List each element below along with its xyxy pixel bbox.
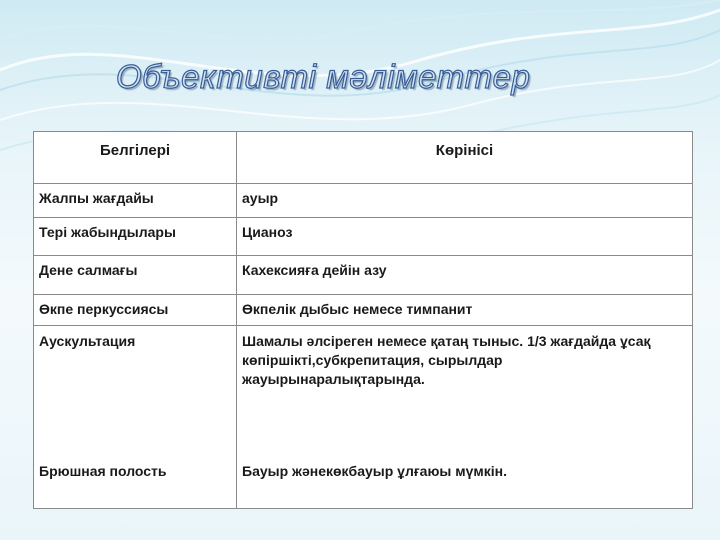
table-row bbox=[34, 184, 693, 218]
cell-view-stack bbox=[237, 326, 693, 509]
table-row bbox=[34, 326, 693, 509]
table-header-row bbox=[34, 132, 693, 184]
cell-view: Кахексияға дейін азу bbox=[237, 256, 693, 295]
header-appearance: Көрінісі bbox=[237, 132, 693, 184]
cell-sign: Аускультация bbox=[39, 333, 136, 349]
cell-sign: Дене салмағы bbox=[34, 256, 237, 295]
cell-sign: Тері жабындылары bbox=[34, 218, 237, 256]
cell-sign: Өкпе перкуссиясы bbox=[34, 295, 237, 326]
findings-table bbox=[33, 131, 693, 509]
cell-view: Цианоз bbox=[237, 218, 693, 256]
table-row bbox=[34, 256, 693, 295]
table-row bbox=[34, 295, 693, 326]
slide-title: Объективті мәліметтер bbox=[116, 58, 531, 95]
table-row bbox=[34, 218, 693, 256]
cell-view: Бауыр жәнекөкбауыр ұлғаюы мүмкін. bbox=[242, 463, 508, 479]
header-signs: Белгілері bbox=[34, 132, 237, 184]
cell-sign: Жалпы жағдайы bbox=[34, 184, 237, 218]
cell-sign: Брюшная полость bbox=[39, 463, 167, 479]
cell-view: ауыр bbox=[237, 184, 693, 218]
cell-view: Өкпелік дыбыс немесе тимпанит bbox=[237, 295, 693, 326]
cell-view: Шамалы әлсіреген немесе қатаң тыныс. 1/3 жағдайда ұсақ көпіршікті,субкрепитация, сырылдар жауырынаралықтарында. bbox=[242, 333, 651, 387]
cell-sign-stack bbox=[34, 326, 237, 509]
